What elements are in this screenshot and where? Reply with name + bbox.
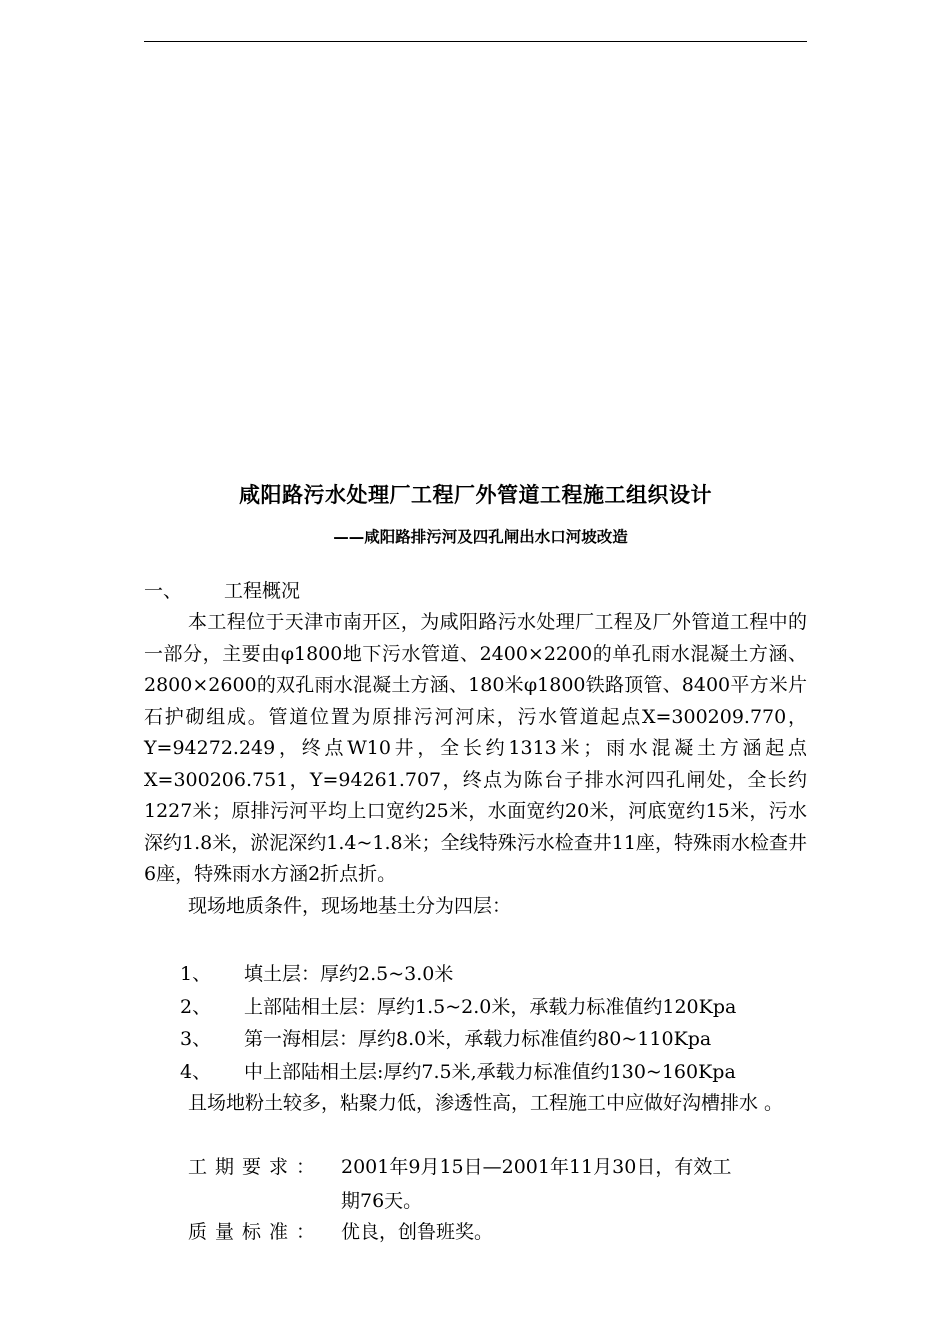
requirement-row-schedule — [188, 1152, 807, 1184]
list-item-text: 第一海相层：厚约8.0米，承载力标准值约80~110Kpa — [244, 1028, 712, 1050]
quality-value: 优良，创鲁班奖。 — [341, 1221, 494, 1243]
list-item — [180, 1056, 736, 1089]
quality-label: 质量标准： — [188, 1221, 324, 1243]
section-title: 工程概况 — [224, 580, 301, 602]
list-item-number: 3、 — [180, 1028, 212, 1050]
list-item — [180, 1023, 736, 1056]
document-subtitle: ——咸阳路排污河及四孔闸出水口河坡改造 — [333, 528, 628, 546]
list-item-text: 填土层：厚约2.5~3.0米 — [244, 963, 454, 985]
overview-body — [144, 607, 807, 922]
list-item — [180, 991, 736, 1024]
drainage-note — [144, 1088, 807, 1120]
drainage-note-text: 且场地粉土较多，粘聚力低，渗透性高，工程施工中应做好沟槽排水 。 — [188, 1092, 784, 1114]
section-heading — [144, 578, 300, 604]
section-number: 一、 — [144, 580, 183, 602]
schedule-label: 工期要求： — [188, 1156, 324, 1178]
schedule-value-cont: 期76天。 — [341, 1189, 423, 1212]
list-item-text: 上部陆相土层：厚约1.5~2.0米，承载力标准值约120Kpa — [244, 995, 737, 1018]
list-item — [180, 958, 736, 991]
geology-intro-paragraph: 现场地质条件，现场地基土分为四层： — [188, 894, 512, 917]
list-item-text: 中上部陆相土层:厚约7.5米,承载力标准值约130~160Kpa — [244, 1060, 736, 1083]
list-item-number: 4、 — [180, 1060, 212, 1083]
list-item-number: 1、 — [180, 963, 212, 985]
list-item-number: 2、 — [180, 995, 212, 1018]
requirements-block — [188, 1152, 807, 1251]
soil-layer-list — [180, 958, 736, 1088]
header-rule — [144, 41, 807, 42]
requirement-row-quality — [188, 1217, 807, 1249]
schedule-value: 2001年9月15日—2001年11月30日，有效工 — [341, 1156, 732, 1178]
document-title: 咸阳路污水处理厂工程厂外管道工程施工组织设计 — [239, 483, 712, 507]
overview-paragraph: 本工程位于天津市南开区，为咸阳路污水处理厂工程及厂外管道工程中的一部分，主要由φ1800地下污水管道、2400×2200的单孔雨水混凝土方涵、2800×2600的双孔雨水混凝土方涵、180米φ1800铁路顶管、8400平方米片石护砌组成。管道位置为原排污河河床，污水管道起点X=300209.770，Y=94272.249，终点W10井，全长约1313米；雨水混凝土方涵起点X=300206.751，Y=94261.707，终点为陈台子排水河四孔闸处，全长约1227米；原排污河平均上口宽约25米，水面宽约20米，河底宽约15米，污水深约1.8米，淤泥深约1.4~1.8米；全线特殊污水检查井11座，特殊雨水检查井6座，特殊雨水方涵2折点折。 — [144, 611, 807, 885]
